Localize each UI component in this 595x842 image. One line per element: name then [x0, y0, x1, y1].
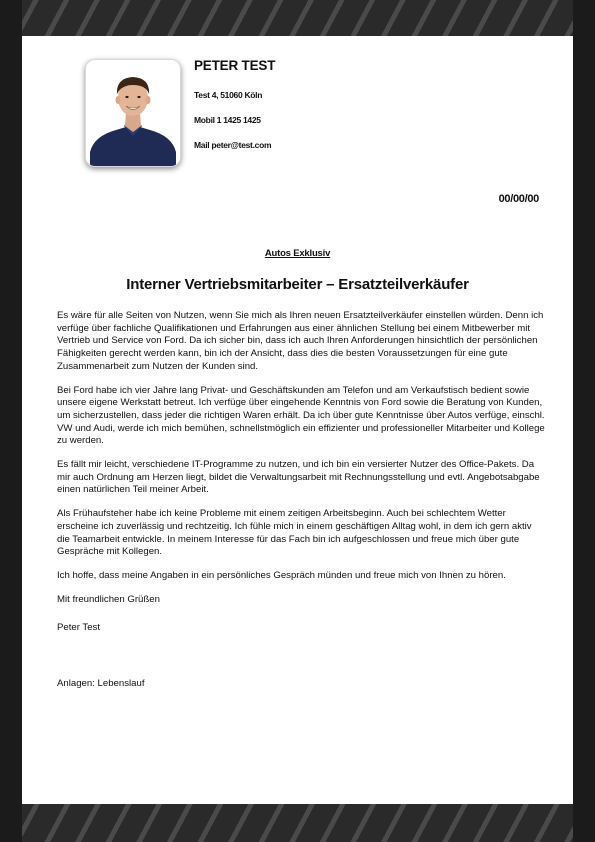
letter-subject: Interner Vertriebsmitarbeiter – Ersatzteilverkäufer [126, 276, 469, 293]
sender-name: PETER TEST [194, 58, 276, 73]
bottom-stripe-band [0, 804, 595, 842]
body-paragraph: Es wäre für alle Seiten von Nutzen, wenn Sie mich als Ihren neuen Ersatzteilverkäufer einstellen würden. Denn ich verfüge über fachliche Qualifikationen und Erfahrungen aus einer ähnlichen Stellung bei einem Mitbewerber mit Vertrieb und Service von Ford. Da ich sicher bin, dass ich auch Ihren Anforderungen hinsichtlich der persönlichen Fähigkeiten gerecht werden kann, bin ich der Ansicht, dass dies die besten Voraussetzungen für eine gute Zusammenarbeit zum Nutzen der Kunden sind. [57, 310, 544, 372]
body-paragraph: Bei Ford habe ich vier Jahre lang Privat- und Geschäftskunden am Telefon und am Verkaufstisch bedient sowie unsere eigene Werkstatt betreut. Ich verfüge über eingehende Kenntnis von Ford sowie die Beratung von Kunden, um sicherzustellen, dass jeder die richtigen Waren erhält. Da ich über gute Kenntnisse über Autos verfüge, einschl. VW und Audi, werde ich mich bemühen, schnellstmöglich ein effizienter und professioneller Mitarbeiter und Kollege zu werden. [57, 384, 545, 447]
recipient-company: Autos Exklusiv [264, 248, 331, 259]
right-border [573, 0, 595, 842]
signature: Peter Test [57, 622, 101, 634]
attachments-line: Anlagen: Lebenslauf [57, 678, 145, 690]
body-paragraph: Als Frühaufsteher habe ich keine Probleme mit einem zeitigen Arbeitsbeginn. Auch bei schlechtem Wetter erscheine ich zuverlässig und rechtzeitig. Ich fühle mich in einem geschäftigen Alltag wohl, in dem ich gern aktiv die Teamarbeit entwickle. In meinem Interesse für das Fach bin ich aufgeschlossen und freue mich über gute Gespräche mit Kollegen. [57, 508, 532, 558]
body-paragraph: Ich hoffe, dass meine Angaben in ein persönliches Gespräch münden und freue mich von Ihnen zu hören. [57, 569, 506, 581]
letter-sheet [22, 36, 573, 804]
letter-date: 00/00/00 [498, 193, 539, 205]
letter-body [57, 310, 547, 702]
sender-address: Test 4, 51060 Köln [194, 90, 263, 100]
sender-mobile: Mobil 1 1425 1425 [194, 115, 261, 125]
left-border [0, 0, 22, 842]
sender-mail: Mail peter@test.com [194, 140, 272, 150]
top-stripe-band [0, 0, 595, 36]
person-portrait-icon [86, 60, 180, 166]
body-paragraph: Es fällt mir leicht, verschiedene IT-Programme zu nutzen, und ich bin ein versierter Nutzer des Office-Pakets. Da mir auch Ordnung am Herzen liegt, bildet die Verwaltungsarbeit mit Rechnungsstellung und evtl. Angebotsabgabe einen natürlichen Teil meiner Arbeit. [57, 459, 540, 496]
profile-photo [85, 59, 181, 167]
closing-line: Mit freundlichen Grüßen [57, 593, 160, 605]
